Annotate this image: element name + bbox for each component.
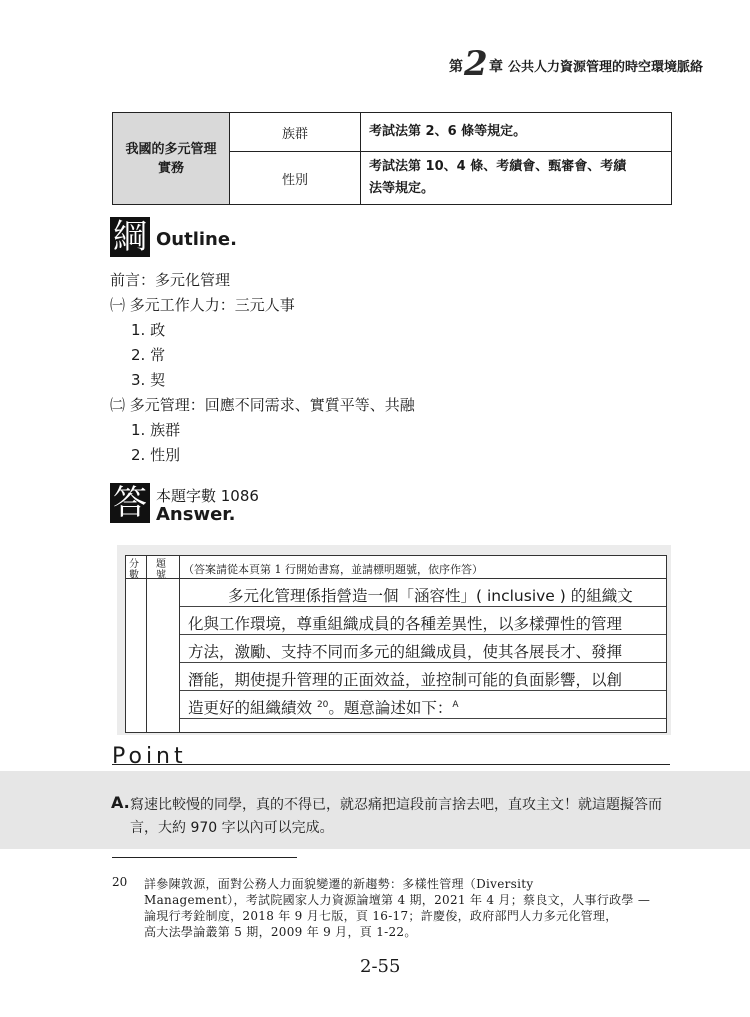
point-text-line: 寫速比較慢的同學，真的不得已，就忍痛把這段前言捨去吧，直攻主文！就這題擬答而 — [130, 797, 662, 813]
footnote-rule — [112, 857, 297, 858]
point-label: A. — [111, 793, 130, 812]
table-cell-content — [361, 113, 672, 152]
score-column — [126, 556, 147, 732]
writing-line — [180, 606, 666, 607]
table-row-header — [113, 113, 230, 205]
outline-subitem: 2. 性別 — [131, 446, 181, 464]
outline-subitem: 2. 常 — [131, 346, 166, 364]
point-text-line: 言，大約 970 字以內可以完成。 — [130, 820, 334, 836]
point-rule — [112, 764, 670, 765]
writing-line — [180, 634, 666, 635]
outline-subitem: 1. 族群 — [131, 421, 181, 439]
sheet-divider — [126, 578, 666, 579]
outline-item: ㈠ 多元工作人力：三元人事 — [110, 296, 295, 314]
writing-line — [180, 718, 666, 719]
table-cell-category: 族群 — [230, 113, 361, 152]
table-row — [113, 113, 672, 152]
footnote-line: Management），考試院國家人力資源論壇第 4 期，2021 年 4 月；蔡良文，人事行政學 — — [144, 893, 651, 907]
answer-text-line: 方法，激勵、支持不同而多元的組織成員，使其各展長才、發揮 — [188, 643, 623, 661]
answer-text-line: 化與工作環境，尊重組織成員的各種差異性，以多樣彈性的管理 — [188, 615, 623, 633]
content-line: 考試法第 10、4 條、考績會、甄審會、考績 — [369, 159, 627, 174]
point-ref: A — [452, 699, 459, 710]
outline-badge: 綱 — [110, 217, 150, 257]
chapter-prefix: 第 — [449, 59, 463, 75]
answer-text-line: 潛能，期使提升管理的正面效益，並控制可能的負面影響，以創 — [188, 671, 623, 689]
score-column-label: 分數 — [129, 559, 139, 581]
outline-subitem: 3. 契 — [131, 371, 166, 389]
question-number-column — [147, 556, 180, 732]
answer-sheet-grid — [125, 555, 667, 733]
answer-text: 造更好的組織績效 — [188, 699, 313, 717]
chapter-suffix: 章 — [489, 59, 503, 75]
outline-item: 前言：多元化管理 — [110, 271, 231, 289]
chapter-number: 2 — [464, 44, 488, 84]
table-cell-category: 性別 — [230, 152, 361, 205]
diversity-practice-table — [112, 112, 672, 205]
content-line: 考試法第 2、6 條等規定。 — [369, 124, 527, 139]
answer-title: Answer. — [156, 504, 236, 525]
footnote-line: 詳參陳敦源，面對公務人力面貌變遷的新趨勢：多樣性管理（Diversity — [144, 877, 534, 891]
chapter-header — [400, 44, 704, 84]
footnote-line: 論現行考銓制度，2018 年 9 月七版，頁 16-17；許慶俊，政府部門人力多元化管理， — [144, 909, 618, 923]
chapter-title: 公共人力資源管理的時空環境脈絡 — [508, 60, 704, 75]
footnote-line: 高大法學論叢第 5 期，2009 年 9 月，頁 1-22。 — [144, 925, 417, 939]
outline-item: ㈡ 多元管理：回應不同需求、實質平等、共融 — [110, 396, 415, 414]
table-cell-content — [361, 152, 672, 205]
answer-text-line: 多元化管理係指營造一個「涵容性」( inclusive ) 的組織文 — [228, 587, 633, 605]
outline-subitem: 1. 政 — [131, 321, 166, 339]
answer-sheet — [117, 545, 671, 735]
outline-title: Outline. — [156, 229, 237, 250]
footnote-number: 20 — [112, 875, 128, 889]
content-line: 法等規定。 — [369, 181, 435, 196]
word-count: 本題字數 1086 — [156, 487, 259, 505]
page-number: 2-55 — [360, 956, 401, 977]
row-header-line: 實務 — [157, 160, 184, 176]
writing-line — [180, 662, 666, 663]
answer-badge: 答 — [110, 483, 150, 523]
row-header-line: 我國的多元管理 — [125, 141, 217, 157]
writing-line — [180, 690, 666, 691]
point-title: Point — [112, 744, 187, 769]
answer-text-line — [188, 696, 459, 718]
question-number-label: 題號 — [156, 559, 166, 581]
sheet-instruction: （答案請從本頁第 1 行開始書寫，並請標明題號，依序作答） — [183, 563, 483, 576]
answer-text: 。題意論述如下： — [328, 699, 453, 717]
footnote-ref: 20 — [316, 699, 329, 710]
